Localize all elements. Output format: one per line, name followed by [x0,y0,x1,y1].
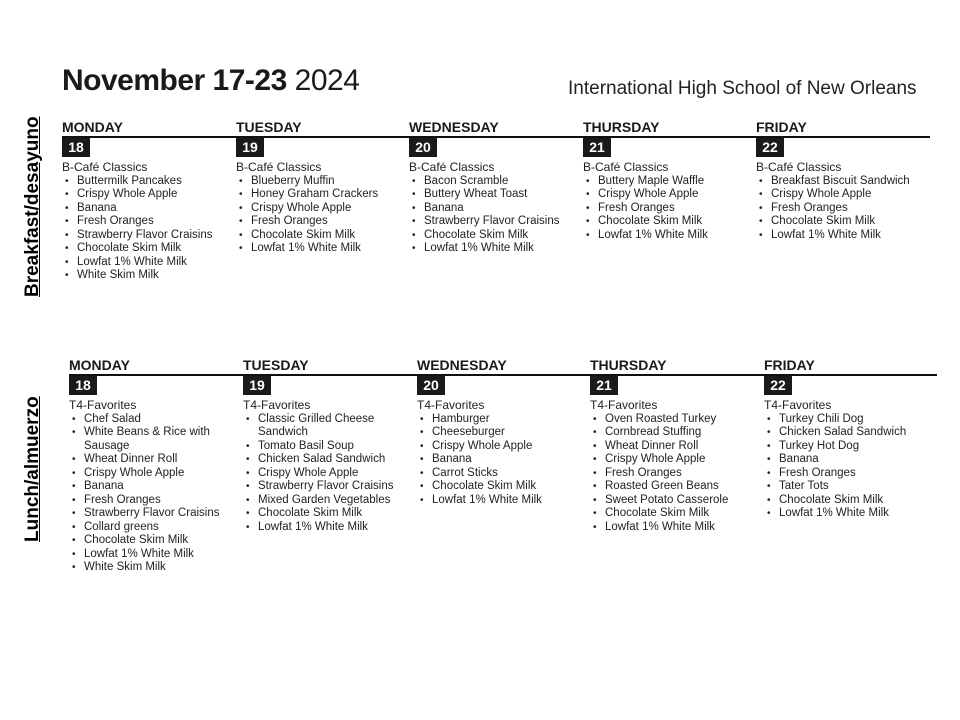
menu-item: • Banana [62,202,232,216]
menu-item: • Strawberry Flavor Craisins [69,507,239,521]
menu-item-list [62,175,232,283]
menu-item: • Chocolate Skim Milk [764,494,934,508]
menu-item-list [764,413,934,521]
day-name: TUESDAY [236,119,302,135]
menu-item: • Buttermilk Pancakes [62,175,232,189]
school-name: International High School of New Orleans [568,78,917,99]
breakfast-day-thursday [583,119,753,242]
menu-item: • Chocolate Skim Milk [243,507,413,521]
date-badge: 18 [69,376,97,395]
menu-item: • White Skim Milk [62,269,232,283]
date-badge: 18 [62,138,90,157]
menu-line-name: T4-Favorites [764,398,832,412]
menu-item: • Fresh Oranges [69,494,239,508]
menu-item: • Chicken Salad Sandwich [243,453,413,467]
page-title [62,64,359,98]
date-badge: 20 [417,376,445,395]
menu-item: • Crispy Whole Apple [243,467,413,481]
menu-line-name: B-Café Classics [62,160,148,174]
day-name: MONDAY [69,357,130,373]
menu-item: • Crispy Whole Apple [756,188,926,202]
menu-item: • Chocolate Skim Milk [417,480,587,494]
menu-item: • Chocolate Skim Milk [590,507,760,521]
menu-item: • Classic Grilled Cheese Sandwich [243,413,413,440]
menu-item: • Collard greens [69,521,239,535]
menu-item: • Banana [417,453,587,467]
menu-item-list [756,175,926,243]
menu-item: • White Skim Milk [69,561,239,575]
menu-item: • Wheat Dinner Roll [69,453,239,467]
menu-line-name: T4-Favorites [417,398,485,412]
lunch-day-friday [764,357,934,521]
menu-item: • Lowfat 1% White Milk [62,256,232,270]
menu-item: • Roasted Green Beans [590,480,760,494]
menu-item: • White Beans & Rice with Sausage [69,426,239,453]
menu-item: • Chocolate Skim Milk [583,215,753,229]
day-name: TUESDAY [243,357,309,373]
menu-item: • Lowfat 1% White Milk [417,494,587,508]
menu-item: • Bacon Scramble [409,175,579,189]
menu-item-list [590,413,760,535]
menu-item-list [69,413,239,575]
menu-item: • Lowfat 1% White Milk [756,229,926,243]
menu-item: • Crispy Whole Apple [69,467,239,481]
date-badge: 21 [583,138,611,157]
menu-item: • Banana [764,453,934,467]
menu-item: • Lowfat 1% White Milk [243,521,413,535]
menu-item: • Tater Tots [764,480,934,494]
menu-line-name: B-Café Classics [409,160,495,174]
menu-line-name: B-Café Classics [583,160,669,174]
menu-line-name: T4-Favorites [69,398,137,412]
menu-item: • Turkey Hot Dog [764,440,934,454]
menu-item: • Cornbread Stuffing [590,426,760,440]
menu-line-name: T4-Favorites [243,398,311,412]
day-name: FRIDAY [756,119,807,135]
menu-item: • Crispy Whole Apple [583,188,753,202]
menu-item: • Fresh Oranges [590,467,760,481]
menu-item: • Breakfast Biscuit Sandwich [756,175,926,189]
lunch-day-tuesday [243,357,413,534]
menu-item: • Buttery Wheat Toast [409,188,579,202]
day-name: THURSDAY [583,119,660,135]
menu-item: • Blueberry Muffin [236,175,406,189]
day-name: WEDNESDAY [417,357,507,373]
date-badge: 19 [243,376,271,395]
menu-item: • Carrot Sticks [417,467,587,481]
menu-item: • Sweet Potato Casserole [590,494,760,508]
lunch-day-thursday [590,357,760,534]
menu-item-list [417,413,587,508]
date-badge: 20 [409,138,437,157]
menu-item: • Fresh Oranges [756,202,926,216]
menu-item: • Lowfat 1% White Milk [764,507,934,521]
breakfast-day-friday [756,119,926,242]
menu-item: • Buttery Maple Waffle [583,175,753,189]
menu-item: • Crispy Whole Apple [417,440,587,454]
menu-item: • Tomato Basil Soup [243,440,413,454]
menu-item: • Chocolate Skim Milk [409,229,579,243]
breakfast-day-wednesday [409,119,579,256]
menu-line-name: T4-Favorites [590,398,658,412]
menu-item: • Fresh Oranges [62,215,232,229]
menu-item: • Lowfat 1% White Milk [583,229,753,243]
menu-item: • Fresh Oranges [764,467,934,481]
lunch-section-label: Lunch/almuerzo [22,396,43,542]
menu-item: • Lowfat 1% White Milk [409,242,579,256]
lunch-day-monday [69,357,239,575]
menu-item: • Banana [409,202,579,216]
menu-item-list [583,175,753,243]
menu-item: • Chef Salad [69,413,239,427]
menu-item: • Crispy Whole Apple [236,202,406,216]
breakfast-day-tuesday [236,119,406,256]
day-name: THURSDAY [590,357,667,373]
breakfast-day-monday [62,119,232,283]
breakfast-section-label: Breakfast/desayuno [22,116,43,297]
date-badge: 19 [236,138,264,157]
menu-item-list [236,175,406,256]
menu-item: • Fresh Oranges [236,215,406,229]
menu-item: • Cheeseburger [417,426,587,440]
menu-item-list [409,175,579,256]
menu-item: • Wheat Dinner Roll [590,440,760,454]
title-year: 2024 [294,64,360,97]
menu-item: • Chocolate Skim Milk [62,242,232,256]
menu-line-name: B-Café Classics [236,160,322,174]
menu-item: • Lowfat 1% White Milk [236,242,406,256]
day-name: FRIDAY [764,357,815,373]
menu-item: • Fresh Oranges [583,202,753,216]
menu-item: • Lowfat 1% White Milk [69,548,239,562]
menu-item: • Chocolate Skim Milk [236,229,406,243]
title-week: November 17-23 [62,64,287,97]
lunch-day-wednesday [417,357,587,507]
menu-item: • Strawberry Flavor Craisins [409,215,579,229]
date-badge: 22 [764,376,792,395]
menu-item: • Lowfat 1% White Milk [590,521,760,535]
menu-line-name: B-Café Classics [756,160,842,174]
menu-item: • Hamburger [417,413,587,427]
menu-item: • Chicken Salad Sandwich [764,426,934,440]
menu-item: • Chocolate Skim Milk [756,215,926,229]
menu-item: • Oven Roasted Turkey [590,413,760,427]
day-name: WEDNESDAY [409,119,499,135]
menu-item: • Mixed Garden Vegetables [243,494,413,508]
menu-item: • Crispy Whole Apple [62,188,232,202]
menu-item: • Turkey Chili Dog [764,413,934,427]
date-badge: 22 [756,138,784,157]
date-badge: 21 [590,376,618,395]
menu-item: • Strawberry Flavor Craisins [62,229,232,243]
menu-item: • Chocolate Skim Milk [69,534,239,548]
menu-item-list [243,413,413,535]
menu-item: • Honey Graham Crackers [236,188,406,202]
day-name: MONDAY [62,119,123,135]
menu-item: • Strawberry Flavor Craisins [243,480,413,494]
menu-item: • Banana [69,480,239,494]
menu-item: • Crispy Whole Apple [590,453,760,467]
